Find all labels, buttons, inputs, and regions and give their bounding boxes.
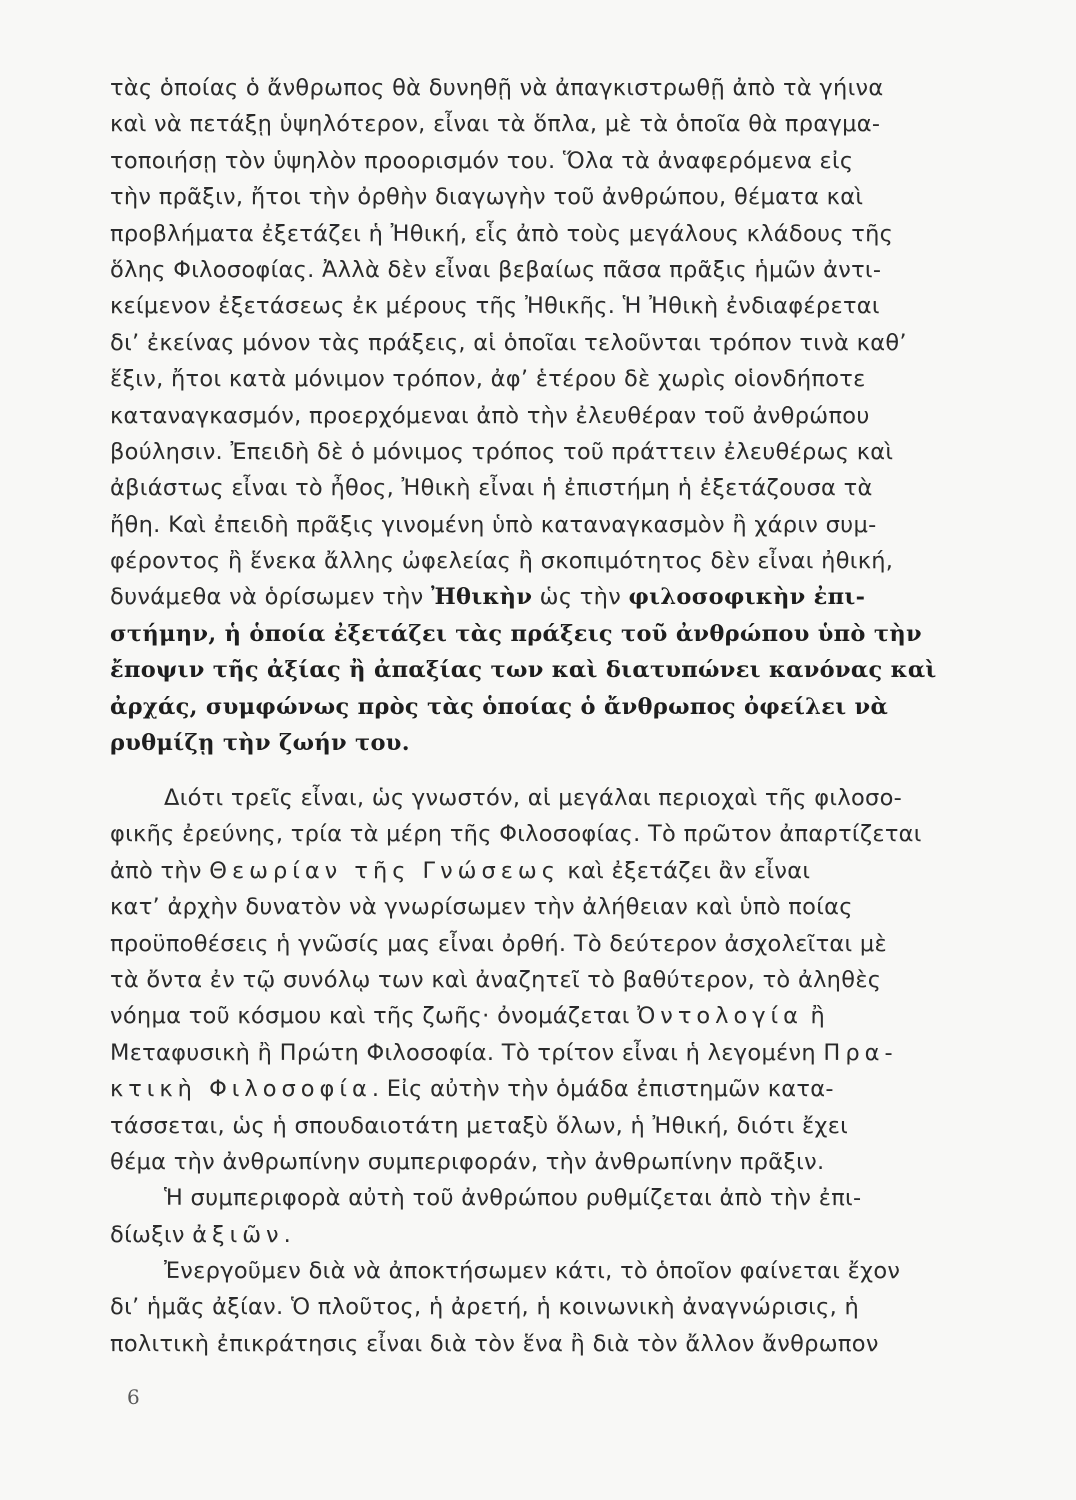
text-line: κείμενον ἐξετάσεως ἐκ μέρους τῆς Ἠθικῆς. Ἡ Ἠθικὴ ἐνδιαφέρεται [110,293,880,320]
text-segment: . [283,1221,292,1248]
text-segment: Μεταφυσικὴ ἢ Πρώτη Φιλοσοφία. Τὸ τρίτον εἶναι ἡ λεγομένη [110,1039,824,1066]
text-segment: δίωξιν [110,1221,193,1248]
text-line: καὶ νὰ πετάξῃ ὑψηλότερον, εἶναι τὰ ὅπλα, μὲ τὰ ὁποῖα θὰ πραγμα- [110,111,881,138]
text-line [110,1217,990,1253]
text-line: τάσσεται, ὡς ἡ σπουδαιοτάτη μεταξὺ ὅλων, ἡ Ἠθική, διότι ἔχει [110,1112,849,1139]
text-line: πολιτικὴ ἐπικράτησις εἶναι διὰ τὸν ἕνα ἢ διὰ τὸν ἄλλον ἄνθρωπον [110,1330,879,1357]
text-line: δι’ ἡμᾶς ἀξίαν. Ὁ πλοῦτος, ἡ ἀρετή, ἡ κοινωνικὴ ἀναγνώρισις, ἡ [110,1294,860,1321]
text-line: ἕξιν, ἤτοι κατὰ μόνιμον τρόπον, ἀφ’ ἑτέρου δὲ χωρὶς οἱονδήποτε [110,366,866,393]
text-segment: νόημα τοῦ κόσμου καὶ τῆς ζωῆς· ὀνομάζεται [110,1003,638,1030]
bold-definition-start: φιλοσοφικὴν ἐπι- [628,584,866,611]
text-line: ὅλης Φιλοσοφίας. Ἀλλὰ δὲν εἶναι βεβαίως πᾶσα πρᾶξις ἡμῶν ἀντι- [110,256,882,283]
text-segment: ἀπὸ τὴν [110,857,210,884]
bold-definition-line: στήμην, ἡ ὁποία ἐξετάζει τὰς πράξεις τοῦ ἀνθρώπου ὑπὸ τὴν [110,620,922,647]
text-line: κατ’ ἀρχὴν δυνατὸν νὰ γνωρίσωμεν τὴν ἀλήθειαν καὶ ὑπὸ ποίας [110,894,853,921]
text-line: τὴν πρᾶξιν, ἤτοι τὴν ὀρθὴν διαγωγὴν τοῦ ἀνθρώπου, θέματα καὶ [110,184,864,211]
text-line: προϋποθέσεις ἡ γνῶσίς μας εἶναι ὀρθή. Τὸ δεύτερον ἀσχολεῖται μὲ [110,930,887,957]
text-segment: ἢ [803,1003,826,1030]
text-line: τοποιήσῃ τὸν ὑψηλὸν προορισμόν του. Ὅλα τὰ ἀναφερόμενα εἰς [110,147,854,174]
page-number: 6 [127,1385,140,1409]
text-line [110,1035,990,1071]
text-segment: . Εἰς αὐτὴν τὴν ὁμάδα ἐπιστημῶν κατα- [371,1076,834,1103]
text-segment: δυνάμεθα νὰ ὁρίσωμεν τὴν [110,584,431,611]
bold-definition-line: ἀρχάς, συμφώνως πρὸς τὰς ὁποίας ὁ ἄνθρωπος ὀφείλει νὰ [110,693,889,720]
paragraph-philosophy-branches [110,780,990,1362]
text-line [110,579,990,615]
text-line: φέροντος ἢ ἕνεκα ἄλλης ὠφελείας ἢ σκοπιμότητος δὲν εἶναι ἠθική, [110,548,894,575]
text-line [110,853,990,889]
text-line: φικῆς ἐρεύνης, τρία τὰ μέρη τῆς Φιλοσοφίας. Τὸ πρῶτον ἀπαρτίζεται [110,821,922,848]
text-line: βούλησιν. Ἐπειδὴ δὲ ὁ μόνιμος τρόπος τοῦ πράττειν ἐλευθέρως καὶ [110,438,894,465]
text-line: θέμα τὴν ἀνθρωπίνην συμπεριφοράν, τὴν ἀνθρωπίνην πρᾶξιν. [110,1148,825,1175]
text-line: Ἐνεργοῦμεν διὰ νὰ ἀποκτήσωμεν κάτι, τὸ ὁποῖον φαίνεται ἔχον [164,1258,901,1285]
text-line: τὰς ὁποίας ὁ ἄνθρωπος θὰ δυνηθῇ νὰ ἀπαγκιστρωθῇ ἀπὸ τὰ γήινα [110,75,884,101]
text-line [110,1071,990,1107]
spaced-term-values: ἀξιῶν [192,1221,284,1248]
text-line: καταναγκασμόν, προερχόμεναι ἀπὸ τὴν ἐλευθέραν τοῦ ἀνθρώπου [110,402,870,429]
text-line [110,998,990,1034]
text-segment: ὡς τὴν [532,584,629,611]
text-line: ἤθη. Καὶ ἐπειδὴ πρᾶξις γινομένη ὑπὸ καταναγκασμὸν ἢ χάριν συμ- [110,511,877,538]
spaced-term-ontology: Ὀντολογία [637,1003,804,1030]
text-line: τὰ ὄντα ἐν τῷ συνόλῳ των καὶ ἀναζητεῖ τὸ βαθύτερον, τὸ ἀληθὲς [110,966,882,993]
spaced-term-practical: Πρα- [823,1039,898,1066]
spaced-term-theory-of-knowledge: Θεωρίαν τῆς Γνώσεως [209,857,560,884]
text-line: δι’ ἐκείνας μόνον τὰς πράξεις, αἱ ὁποῖαι τελοῦνται τρόπον τινὰ καθ’ [110,329,907,356]
text-line: Διότι τρεῖς εἶναι, ὡς γνωστόν, αἱ μεγάλαι περιοχαὶ τῆς φιλοσο- [164,785,903,811]
bold-term-ethics: Ἠθικὴν [430,584,533,611]
text-line: ἀβιάστως εἶναι τὸ ἦθος, Ἠθικὴ εἶναι ἡ ἐπιστήμη ἡ ἐξετάζουσα τὰ [110,475,873,502]
bold-definition-line: ἔποψιν τῆς ἀξίας ἢ ἀπαξίας των καὶ διατυπώνει κανόνας καὶ [110,657,937,684]
text-line: Ἡ συμπεριφορὰ αὐτὴ τοῦ ἀνθρώπου ρυθμίζεται ἀπὸ τὴν ἐπι- [164,1185,862,1212]
text-segment: καὶ ἐξετάζει ἂν εἶναι [559,857,811,884]
spaced-term-practical-philosophy: κτικὴ Φιλοσοφία [110,1076,372,1103]
text-line: προβλήματα ἐξετάζει ἡ Ἠθική, εἷς ἀπὸ τοὺς μεγάλους κλάδους τῆς [110,220,894,247]
bold-definition-line: ρυθμίζῃ τὴν ζωήν του. [110,730,410,757]
paragraph-ethics-definition [110,70,990,761]
